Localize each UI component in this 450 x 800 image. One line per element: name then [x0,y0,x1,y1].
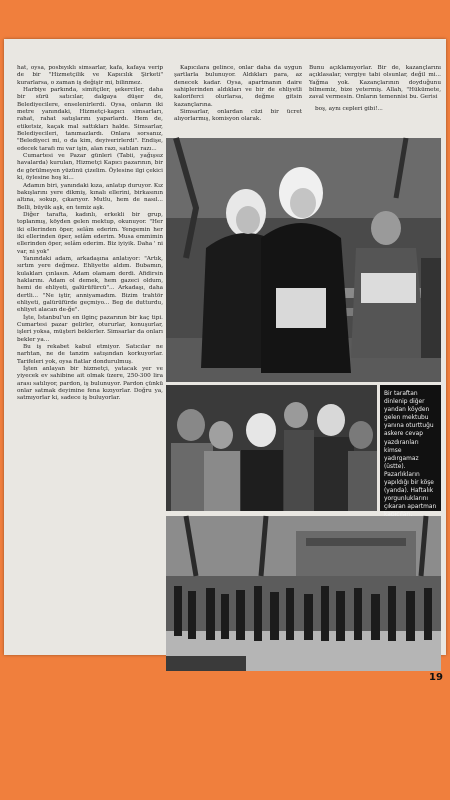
paragraph: Diğer tarafta, kadınlı, erkekli bir grup, toplanmış, köyden gelen mektup, okunuyor. "Her iki ellerinden öper, selâm ederim. Yengemin her iki ellerinden öper, selâm ederim. Musa emmimin ellerinden öper, selâm ederim. Biz iyiyik. Daha ' ni var, ni yok" [17,211,163,255]
paragraph: Harbiye parkında, simitçiler, şekerciler, daha bir sürü satıcılar, dalgaya düşer de, Belediyecilere, enselenirlerdi. Oysa, onların iki metre yanındaki, Hizmetçi-kapıcı simsarları, rahat, rahat satışlarını yaparlardı. Hem de, etiketsiz, kaçak mal sattıkları halde. Simsarlar, Belediyecileri, tanımazlardı. Onlara sorsanız, "Belediyeci mi, o da kim, deyiverirlerdi". Endişe, edecek tarafı mı var işin, alan razı, satılan razı... [17,87,163,152]
article-column-left [17,65,163,403]
photo-crowd-reading-letter [166,385,377,511]
photo-caption: Bir taraftan dinlenip diğer yandan köyden gelen mektubu yanına oturttuğu askere cevap yazdıranları kimse yadırgamaz (üstte). Pazarlıkların yapıldığı bir köşe (yanda). Haftalık yorgunluklarını çıkaran apartman [380,385,441,511]
article-column-middle [174,65,302,124]
paragraph: Simsarlar, onlardan cüzi bir ücret alıyorlarmış, komisyon olarak. [174,109,302,123]
paragraph: Bunu açıklamıyorlar. Bir de, kazançlarını açıklasalar, vergiye tabi olsunlar, değil mi... Yağma yok. Kazançlarının doyduğunu bilmemiz, bize yetermiş. Allah, "Hükümete, zaval vermesin. Onların temennisi bu. Gerisi [309,65,441,101]
page-number: 19 [429,672,443,683]
paragraph: İşten anlayan bir hizmetçi, yatacak yer ve yiyecek ev sahibine ait olmak üzere, 250-300 lira arası satılıyor, pardon, iş bulunuyor. Pardon çünkü onlar satmak deyimine fena kızıyorlar. Doğru ya, satmıyorlar ki, sadece iş buluyorlar. [17,366,163,402]
magazine-page [4,39,446,683]
paragraph: İşte, İstanbul'un en ilginç pazarının bir kaç tipi. Cumartesi pazar gelirler, otururlar, konuşurlar, işleri yoksa, müşteri beklerler. Simsarlar da onları bekler ya... [17,314,163,343]
paragraph: Cumartesi ve Pazar günleri (Tabii, yağışsız havalarda) kurulan, Hizmetçi Kapıcı pazarının, bir de görülmeyen yüzünü çizelim. Öylesine ilgi çekici ki, öylesine hoş ki... [17,153,163,182]
article-column-right [309,65,441,113]
paragraph: Bu iş rekabet kabul etmiyor. Satıcılar ne narhtan, ne de tanzim satışından korkuyorlar. Tarifeleri yok, oysa fiatlar dondurulmuş. [17,344,163,365]
photo-park-crowd [166,516,441,671]
paragraph: boş, aynı cepleri gibi!... [315,105,383,112]
paragraph: Yanındaki adam, arkadaşına anlatıyor: "Artık, sırtım yere değmez. Ehliyette aldım. Bubamın, kulakları çınlasın. Adam olamam derdi. Afidirsin haklarını. Adam ol demek, hem gazeci oldum, hemi de ehliyeti, galürüfürcü"... Arkadaşı, daha dertli... "Ne iştir, anniyamadım. Bizim trahtör ehliyeti, galürüfürde geçmiyo... Beg de dutturdu, ehliyet alacan de-ğe". [17,255,163,314]
paragraph: Kapıcılara gelince, onlar daha da uygun şartlarla bulunuyor. Aldıkları para, az denecek kadar. Oysa, apartmanın daire sahiplerinden aldıkları ve bir de ehliyetli kaloriferci olurlarsa, değme gitsin kazançlarına. [174,65,302,108]
paragraph: Adamın biri, yanındaki kıza, anlatıp duruyor. Kız bakışlarını yere dikmiş, kınalı ellerini, birkasının altına, sokup, çıkarıyor. Mutlu, hem de nasıl... Belli, büyük aşk, en temiz aşk. [17,182,163,211]
paragraph: hat, oysa, posbıyıklı simsarlar, kafa, kafaya verip de bir "Hizmetçilik ve Kapıcılık Şirketi" kurarlarsa, o zaman iş değişir mi, bilinmez. [17,65,163,86]
photo-women-on-bench [166,138,441,382]
